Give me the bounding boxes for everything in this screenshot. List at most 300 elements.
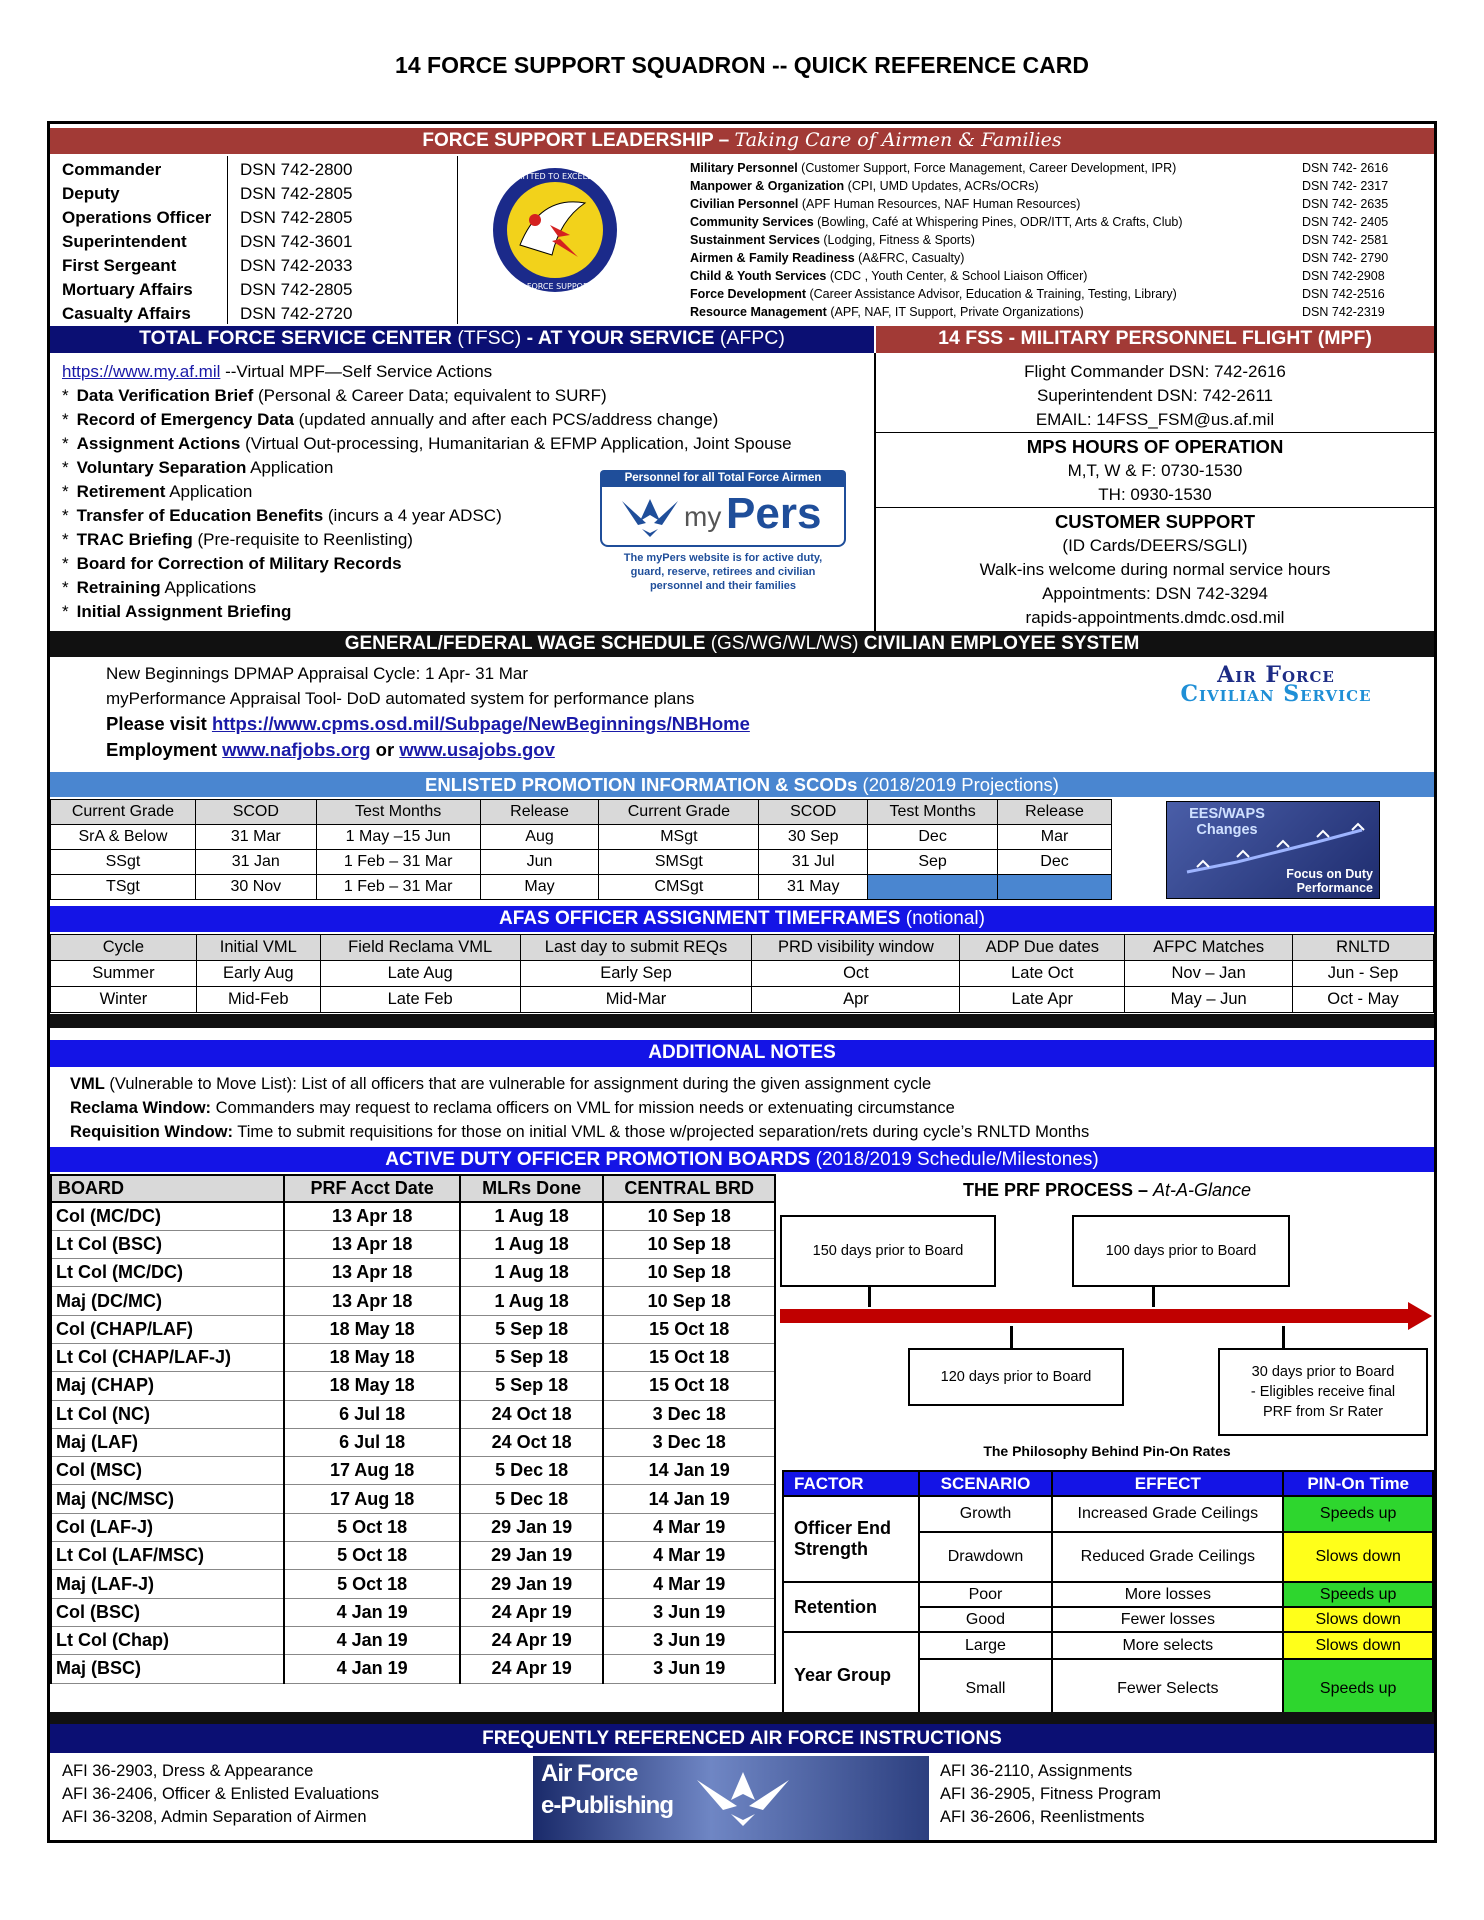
afas-column-header: Initial VML [196,935,320,961]
leadership-role: Superintendent [62,232,187,251]
pinon-effect: More losses [1052,1582,1283,1607]
board-cell: 4 Jan 19 [284,1655,459,1683]
tfsc-action-name: Board for Correction of Military Records [76,554,402,573]
enlisted-cell: 30 Nov [195,875,316,900]
board-cell: 24 Apr 19 [460,1598,604,1626]
note-item [70,1123,1089,1142]
afas-header-a: AFAS OFFICER ASSIGNMENT TIMEFRAMES [499,908,906,929]
pinon-column-header: PIN-On Time [1283,1471,1433,1496]
board-cell: 5 Sep 18 [460,1372,604,1400]
pinon-time: Speeds up [1283,1582,1433,1607]
enlisted-table [50,799,1112,900]
service-name: Military Personnel [690,161,798,175]
board-cell: Lt Col (BSC) [51,1230,284,1258]
board-cell: 14 Jan 19 [603,1457,775,1485]
enlisted-cell: 1 Feb – 31 Mar [316,850,480,875]
afas-column-header: Field Reclama VML [320,935,520,961]
afas-cell: Winter [51,987,197,1013]
afas-cell: Summer [51,961,197,987]
ees-waps-graphic [1166,801,1380,899]
bullet-icon: * [62,506,69,525]
afas-cell: Early Aug [196,961,320,987]
board-row [51,1372,775,1400]
enlisted-cell: Aug [480,825,599,850]
service-detail: (CPI, UMD Updates, ACRs/OCRs) [844,179,1039,193]
enlisted-column-header: Current Grade [51,800,196,825]
pinon-column-header: FACTOR [783,1471,919,1496]
board-cell: 5 Sep 18 [460,1343,604,1371]
mpf-contact-line: EMAIL: 14FSS_FSM@us.af.mil [1035,410,1275,429]
boards-column-header: PRF Acct Date [284,1175,459,1202]
service-item [690,269,1087,283]
ees-waps-caption: Focus on Duty Performance [1286,867,1373,895]
notes-header: ADDITIONAL NOTES [50,1040,1434,1067]
board-cell: 5 Oct 18 [284,1542,459,1570]
enlisted-column-header: SCOD [759,800,868,825]
customer-support-line: (ID Cards/DEERS/SGLI) [1062,536,1248,555]
enlisted-cell: CMSgt [599,875,759,900]
service-name: Airmen & Family Readiness [690,251,855,265]
connector [1282,1326,1285,1348]
tfsc-action-item[interactable] [62,386,607,406]
service-name: Resource Management [690,305,827,319]
tfsc-action-item[interactable] [62,554,402,574]
bullet-icon: * [62,578,69,597]
afas-column-header: AFPC Matches [1125,935,1293,961]
pinon-scenario: Large [919,1632,1053,1659]
tfsc-action-item[interactable] [62,410,718,430]
customer-support-line: Appointments: DSN 742-3294 [1042,584,1268,603]
tfsc-action-detail: (updated annually and after each PCS/address change) [293,410,719,429]
enlisted-column-header: Test Months [316,800,480,825]
board-cell: 6 Jul 18 [284,1428,459,1456]
squadron-emblem [490,165,620,295]
tfsc-action-detail: (Personal & Career Data; equivalent to SURF) [253,386,607,405]
board-row [51,1598,775,1626]
tfsc-action-item[interactable] [62,530,413,550]
tfsc-action-name: Initial Assignment Briefing [76,602,292,621]
bullet-icon: * [62,410,69,429]
board-cell: 18 May 18 [284,1372,459,1400]
afas-cell: Late Feb [320,987,520,1013]
tfsc-action-item[interactable] [62,482,252,502]
air-force-wings-icon [620,491,680,541]
board-cell: 3 Jun 19 [603,1598,775,1626]
pinon-row [783,1582,1433,1607]
board-cell: 1 Aug 18 [460,1230,604,1258]
enlisted-cell: MSgt [599,825,759,850]
tfsc-action-item[interactable] [62,602,291,622]
leadership-role: Operations Officer [62,208,212,227]
tfsc-header [50,326,874,353]
service-name: Child & Youth Services [690,269,827,283]
service-dsn: DSN 742- 2616 [1302,161,1389,175]
afas-cell: Early Sep [520,961,752,987]
bullet-icon: * [62,434,69,453]
pinon-factor: Year Group [783,1632,919,1719]
tfsc-action-detail: (incurs a 4 year ADSC) [323,506,502,525]
board-row [51,1457,775,1485]
dpmap-cycle: New Beginnings DPMAP Appraisal Cycle: 1 Apr- 31 Mar [106,664,529,683]
service-dsn: DSN 742-2908 [1302,269,1385,283]
pinon-effect: Fewer losses [1052,1607,1283,1632]
ees-waps-title: EES/WAPS Changes [1189,806,1265,838]
service-dsn: DSN 742-2516 [1302,287,1385,301]
leadership-dsn: DSN 742-2720 [240,304,353,323]
service-dsn: DSN 742-2319 [1302,305,1385,319]
board-cell: 13 Apr 18 [284,1230,459,1258]
board-cell: 5 Oct 18 [284,1513,459,1541]
prf-title-a: THE PRF PROCESS – [962,1180,1153,1200]
board-cell: 13 Apr 18 [284,1287,459,1315]
leadership-header-motto: Taking Care of Airmen & Families [734,129,1062,151]
tfsc-action-item[interactable] [62,458,333,478]
service-dsn: DSN 742- 2405 [1302,215,1389,229]
mpf-header: 14 FSS - MILITARY PERSONNEL FLIGHT (MPF) [876,326,1434,353]
bullet-icon: * [62,458,69,477]
board-cell: Maj (CHAP) [51,1372,284,1400]
board-cell: Col (CHAP/LAF) [51,1315,284,1343]
usajobs-link[interactable]: www.usajobs.gov [399,739,555,760]
board-row [51,1287,775,1315]
board-cell: Maj (BSC) [51,1655,284,1683]
board-row [51,1655,775,1683]
board-cell: 15 Oct 18 [603,1343,775,1371]
enlisted-cell: Mar [998,825,1112,850]
pinon-scenario: Small [919,1659,1053,1719]
board-cell: 10 Sep 18 [603,1287,775,1315]
logo-line-2: Civilian Service [1180,681,1372,707]
enlisted-row [51,850,1112,875]
service-item [690,251,964,265]
service-name: Civilian Personnel [690,197,799,211]
board-cell: Col (MC/DC) [51,1202,284,1230]
pinon-scenario: Drawdown [919,1532,1053,1582]
board-cell: Lt Col (Chap) [51,1626,284,1654]
e-publishing-line-2: e-Publishing [541,1792,673,1819]
enlisted-cell: Jun [480,850,599,875]
board-cell: Lt Col (NC) [51,1400,284,1428]
leadership-dsn: DSN 742-2800 [240,160,353,179]
prf-title-b: At-A-Glance [1153,1180,1252,1200]
e-publishing-banner [533,1756,929,1840]
mypers-caption: The myPers website is for active duty, guard, reserve, retirees and civilian personnel and their families [623,552,823,592]
board-cell: 15 Oct 18 [603,1372,775,1400]
board-row [51,1315,775,1343]
enlisted-cell [868,875,998,900]
enlisted-cell: SrA & Below [51,825,196,850]
enlisted-cell: 31 May [759,875,868,900]
enlisted-header-b: (2018/2019 Projections) [862,774,1059,795]
leadership-role: Mortuary Affairs [62,280,193,299]
boards-column-header: CENTRAL BRD [603,1175,775,1202]
tfsc-action-name: Retirement [76,482,166,501]
board-cell: Col (BSC) [51,1598,284,1626]
tfsc-link-suffix: --Virtual MPF—Self Service Actions [220,362,493,381]
enlisted-row [51,875,1112,900]
enlisted-column-header: Release [480,800,599,825]
tfsc-action-detail: Application [165,482,253,501]
board-row [51,1542,775,1570]
board-cell: Lt Col (LAF/MSC) [51,1542,284,1570]
afas-row [51,987,1434,1013]
enlisted-cell: SMSgt [599,850,759,875]
board-cell: 3 Dec 18 [603,1400,775,1428]
service-item [690,179,1039,193]
service-item [690,161,1176,175]
board-cell: Maj (DC/MC) [51,1287,284,1315]
afas-header [50,906,1434,932]
board-row [51,1428,775,1456]
afas-cell: Nov – Jan [1125,961,1293,987]
mypers-brand-b: Pers [726,489,822,538]
service-item [690,233,975,247]
service-detail: (CDC , Youth Center, & School Liaison Officer) [826,269,1088,283]
tfsc-action-item[interactable] [62,578,256,598]
board-cell: 14 Jan 19 [603,1485,775,1513]
afi-header: FREQUENTLY REFERENCED AIR FORCE INSTRUCTIONS [50,1724,1434,1753]
civilian-header-a: GENERAL/FEDERAL WAGE SCHEDULE [344,633,711,654]
civilian-header [50,631,1434,657]
board-cell: 24 Oct 18 [460,1428,604,1456]
board-cell: 3 Jun 19 [603,1626,775,1654]
hours-line: TH: 0930-1530 [1098,485,1212,504]
board-cell: 10 Sep 18 [603,1259,775,1287]
employment-label: Employment [106,739,223,760]
bullet-icon: * [62,386,69,405]
pinon-effect: More selects [1052,1632,1283,1659]
service-item [690,215,1183,229]
service-item [690,305,1084,319]
board-cell: 13 Apr 18 [284,1259,459,1287]
service-name: Manpower & Organization [690,179,845,193]
afas-cell: Oct [752,961,960,987]
afi-reference[interactable]: AFI 36-3208, Admin Separation of Airmen [62,1808,367,1826]
afi-reference[interactable]: AFI 36-2606, Reenlistments [940,1808,1145,1826]
prf-150-days-box: 150 days prior to Board [780,1215,996,1287]
hours-line: M,T, W & F: 0730-1530 [1067,461,1243,480]
enlisted-column-header: Current Grade [599,800,759,825]
prf-title [780,1180,1434,1201]
board-cell: 17 Aug 18 [284,1457,459,1485]
board-cell: 1 Aug 18 [460,1287,604,1315]
service-detail: (Customer Support, Force Management, Career Development, IPR) [797,161,1177,175]
e-publishing-line-1: Air Force [541,1760,638,1787]
pinon-effect: Reduced Grade Ceilings [1052,1532,1283,1582]
board-cell: 4 Mar 19 [603,1542,775,1570]
mpf-contact-line: Superintendent DSN: 742-2611 [1037,386,1273,405]
board-cell: 15 Oct 18 [603,1315,775,1343]
tfsc-action-detail: (Pre-requisite to Reenlisting) [192,530,413,549]
board-cell: 18 May 18 [284,1315,459,1343]
board-cell: 3 Dec 18 [603,1428,775,1456]
board-cell: Col (LAF-J) [51,1513,284,1541]
service-name: Community Services [690,215,814,229]
tfsc-action-name: Record of Emergency Data [76,410,294,429]
bullet-icon: * [62,530,69,549]
leadership-role: First Sergeant [62,256,177,275]
board-cell: 17 Aug 18 [284,1485,459,1513]
tfsc-header-a: TOTAL FORCE SERVICE CENTER [139,327,458,349]
enlisted-cell: 31 Jul [759,850,868,875]
service-dsn: DSN 742- 2635 [1302,197,1389,211]
enlisted-header-a: ENLISTED PROMOTION INFORMATION & SCODs [425,774,863,795]
enlisted-cell: 30 Sep [759,825,868,850]
board-row [51,1400,775,1428]
enlisted-cell: May [480,875,599,900]
my-af-mil-link[interactable]: https://www.my.af.mil [62,362,221,381]
note-definition: (Vulnerable to Move List): List of all officers that are vulnerable for assignment during the given assignment cycle [104,1075,932,1093]
visit-line [106,713,750,735]
leadership-role: Deputy [62,184,120,203]
board-cell: 3 Jun 19 [603,1655,775,1683]
tfsc-action-item[interactable] [62,434,792,454]
enlisted-cell: 1 May –15 Jun [316,825,480,850]
board-cell: 4 Mar 19 [603,1513,775,1541]
nafjobs-link[interactable]: www.nafjobs.org [222,739,371,760]
board-cell: 5 Sep 18 [460,1315,604,1343]
afas-cell: Mid-Mar [520,987,752,1013]
service-name: Force Development [690,287,807,301]
enlisted-cell: Dec [998,850,1112,875]
board-cell: 24 Apr 19 [460,1655,604,1683]
afi-reference[interactable]: AFI 36-2110, Assignments [940,1762,1133,1780]
enlisted-column-header: SCOD [195,800,316,825]
afas-cell: Late Oct [960,961,1125,987]
board-cell: 29 Jan 19 [460,1513,604,1541]
service-name: Sustainment Services [690,233,820,247]
enlisted-header-row [51,800,1112,825]
service-detail: (Bowling, Café at Whispering Pines, ODR/ITT, Arts & Crafts, Club) [813,215,1183,229]
board-cell: 24 Oct 18 [460,1400,604,1428]
enlisted-column-header: Test Months [868,800,998,825]
afas-row [51,961,1434,987]
afas-cell: Late Apr [960,987,1125,1013]
prf-30-line-1: 30 days prior to Board [1251,1364,1395,1380]
afas-header-b: (notional) [905,908,985,929]
board-cell: 24 Apr 19 [460,1626,604,1654]
boards-header [50,1147,1434,1172]
emblem-bottom-text: 14TH FORCE SUPPORT SQ [503,282,607,291]
board-cell: 5 Oct 18 [284,1570,459,1598]
afi-reference[interactable]: AFI 36-2406, Officer & Enlisted Evaluations [62,1785,380,1803]
board-cell: 29 Jan 19 [460,1570,604,1598]
service-dsn: DSN 742- 2317 [1302,179,1389,193]
tfsc-action-name: Data Verification Brief [76,386,254,405]
note-item [70,1075,931,1094]
board-cell: 5 Dec 18 [460,1457,604,1485]
afas-cell: May – Jun [1125,987,1293,1013]
leadership-header-title: FORCE SUPPORT LEADERSHIP – [422,130,735,151]
section-divider [50,1712,1434,1724]
pinon-column-header: EFFECT [1052,1471,1283,1496]
tfsc-action-name: Voluntary Separation [76,458,247,477]
enlisted-cell [998,875,1112,900]
pinon-time: Slows down [1283,1632,1433,1659]
tfsc-header-b: (TFSC) [457,327,522,349]
mpf-rule-2 [876,507,1434,508]
boards-header-b: (2018/2019 Schedule/Milestones) [815,1149,1099,1170]
service-item [690,197,1080,211]
enlisted-column-header: Release [998,800,1112,825]
pinon-time: Slows down [1283,1532,1433,1582]
board-row [51,1259,775,1287]
employment-or: or [370,739,400,760]
tfsc-action-detail: Application [246,458,334,477]
enlisted-cell: 1 Feb – 31 Mar [316,875,480,900]
note-term: Requisition Window: [70,1123,233,1141]
civilian-header-b: (GS/WG/WL/WS) [710,633,859,654]
board-cell: 5 Dec 18 [460,1485,604,1513]
board-row [51,1626,775,1654]
afas-table [50,934,1434,1013]
board-row [51,1513,775,1541]
mypers-banner: Personnel for all Total Force Airmen [600,470,846,487]
connector [1010,1326,1013,1348]
leadership-dsn: DSN 742-2033 [240,256,353,275]
civilian-header-c: CIVILIAN EMPLOYEE SYSTEM [858,633,1140,654]
enlisted-cell: Dec [868,825,998,850]
enlisted-cell: TSgt [51,875,196,900]
board-cell: Maj (LAF-J) [51,1570,284,1598]
bullet-icon: * [62,602,69,621]
pinon-effect: Increased Grade Ceilings [1052,1496,1283,1532]
afi-reference[interactable]: AFI 36-2905, Fitness Program [940,1785,1162,1803]
pinon-factor: Officer End Strength [783,1496,919,1582]
service-item [690,287,1177,301]
afi-reference[interactable]: AFI 36-2903, Dress & Appearance [62,1762,314,1780]
board-cell: 4 Jan 19 [284,1598,459,1626]
board-cell: 4 Jan 19 [284,1626,459,1654]
pinon-time: Slows down [1283,1607,1433,1632]
boards-header-a: ACTIVE DUTY OFFICER PROMOTION BOARDS [385,1149,816,1170]
tfsc-action-detail: (Virtual Out-processing, Humanitarian & EFMP Application, Joint Spouse [240,434,792,453]
prf-30-line-2: - Eligibles receive final [1250,1384,1396,1400]
board-cell: 4 Mar 19 [603,1570,775,1598]
pinon-scenario: Growth [919,1496,1053,1532]
pinon-scenario: Poor [919,1582,1053,1607]
tfsc-action-name: Transfer of Education Benefits [76,506,324,525]
mpf-contact-line: Flight Commander DSN: 742-2616 [1024,362,1286,381]
prf-30-days-box [1218,1348,1428,1436]
tfsc-header-c: - AT YOUR SERVICE [521,327,720,349]
pinon-row [783,1496,1433,1532]
afas-column-header: ADP Due dates [960,935,1125,961]
bullet-icon: * [62,554,69,573]
afas-column-header: PRD visibility window [752,935,960,961]
board-cell: 18 May 18 [284,1343,459,1371]
section-divider [50,1014,1434,1028]
pinon-time: Speeds up [1283,1659,1433,1719]
enlisted-cell: SSgt [51,850,196,875]
afas-cell: Oct - May [1293,987,1434,1013]
tfsc-action-item[interactable] [62,506,502,526]
note-term: VML [70,1075,105,1093]
board-cell: 10 Sep 18 [603,1230,775,1258]
tfsc-action-name: Retraining [76,578,161,597]
service-detail: (A&FRC, Casualty) [854,251,965,265]
note-term: Reclama Window: [70,1099,212,1117]
board-cell: Maj (NC/MSC) [51,1485,284,1513]
cpms-link[interactable]: https://www.cpms.osd.mil/Subpage/NewBeginnings/NBHome [211,713,750,734]
leadership-dsn: DSN 742-2805 [240,280,353,299]
leadership-role: Commander [62,160,162,179]
tfsc-link-line [62,362,492,382]
pinon-scenario: Good [919,1607,1053,1632]
pinon-header-row [783,1471,1433,1496]
logo-line-1: Air Force [1217,662,1335,688]
employment-line [106,739,555,761]
